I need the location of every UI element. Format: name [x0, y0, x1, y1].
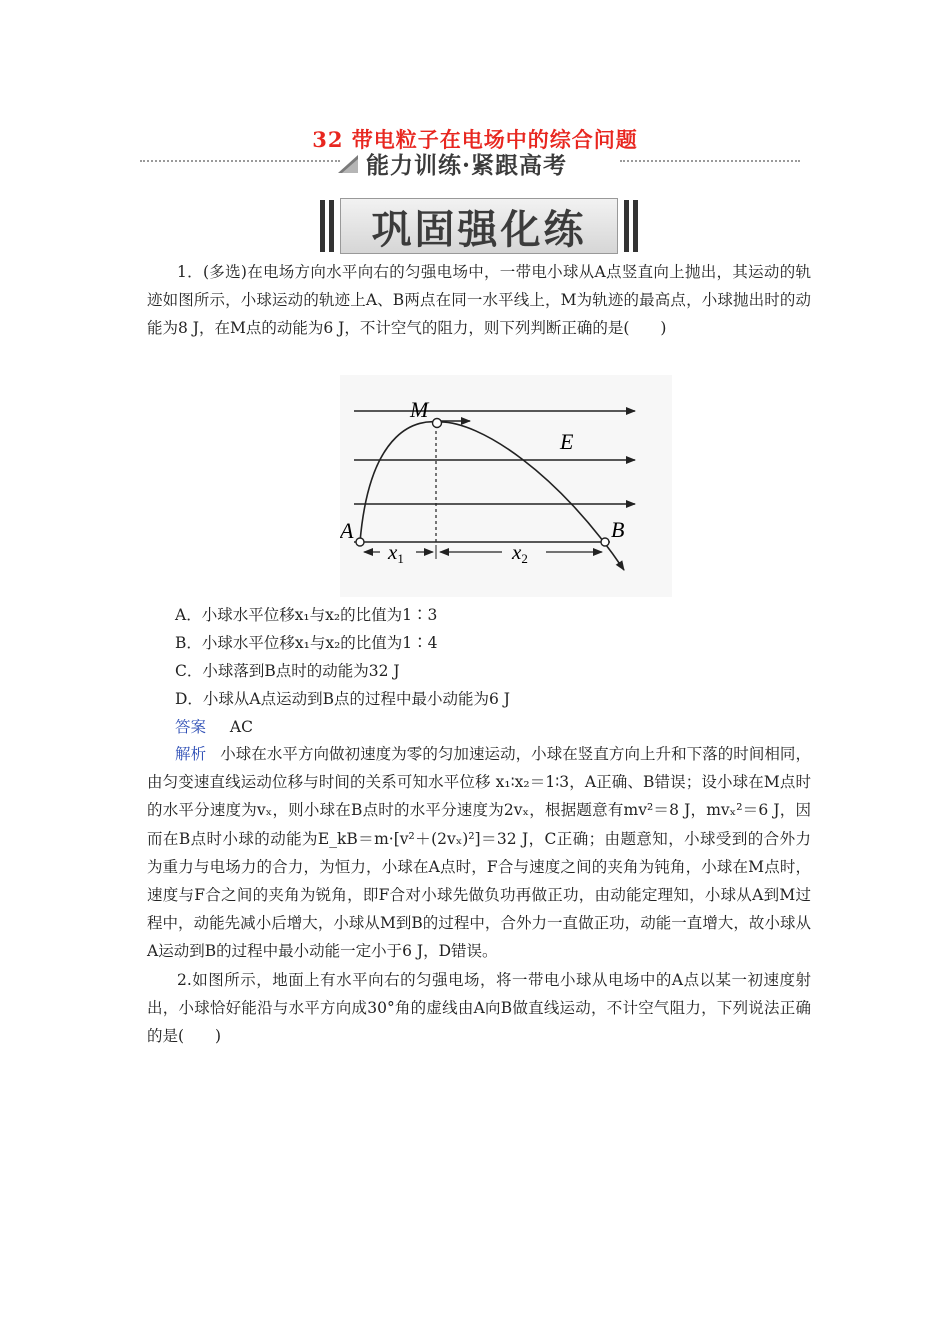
banner-bar-right-outer	[633, 200, 638, 252]
banner-bar-left-outer	[320, 200, 325, 252]
analysis-body: 小球在水平方向做初速度为零的匀加速运动，小球在竖直方向上升和下落的时间相同，由匀变速直线运动位移与时间的关系可知水平位移 x₁∶x₂＝1∶3，A正确、B错误；设小球在M点时的水平分速度为vₓ，则小球在B点时的水平分速度为2vₓ，根据题意有mv²＝8 J，mvₓ²＝6 J，因而在B点时小球的动能为E_kB＝m·[v²＋(2vₓ)²]＝32 J，C正确；由题意知，小球受到的合外力为重力与电场力的合力，为恒力，小球在A点时，F合与速度之间的夹角为钝角，小球在M点时，速度与F合之间的夹角为锐角，即F合对小球先做负功再做正功，由动能定理知，小球从A到M过程中，动能先减小后增大，小球从M到B的过程中，合外力一直做正功，动能一直增大，故小球从A运动到B的过程中最小动能一定小于6 J，D错误。	[147, 745, 811, 961]
page-title: 32 带电粒子在电场中的综合问题	[312, 127, 638, 152]
label-A: A	[340, 518, 354, 543]
subtitle-text: 能力训练·紧跟高考	[366, 151, 568, 179]
option-a: A．小球水平位移x₁与x₂的比值为1∶3	[175, 606, 438, 624]
option-d: D．小球从A点运动到B点的过程中最小动能为6 J	[175, 690, 511, 708]
label-E: E	[560, 429, 574, 454]
option-b: B．小球水平位移x₁与x₂的比值为1∶4	[175, 634, 438, 652]
label-x2: x2	[512, 540, 528, 566]
label-M: M	[410, 397, 429, 422]
label-B: B	[611, 517, 625, 542]
question-1-figure	[340, 375, 672, 597]
banner-text: 巩固强化练	[340, 198, 618, 254]
answer-line	[175, 714, 253, 740]
analysis-text	[147, 740, 811, 966]
question-2-stem: 2.如图所示，地面上有水平向右的匀强电场，将一带电小球从电场中的A点以某一初速度射出，小球恰好能沿与水平方向成30°角的虚线由A向B做直线运动，不计空气阻力，下列说法正确的是( )	[147, 971, 811, 1046]
answer-label: 答案	[175, 718, 207, 736]
stairs-icon	[336, 151, 360, 175]
analysis-label: 解析	[175, 745, 207, 763]
divider-left	[140, 160, 340, 162]
banner-bar-left-inner	[329, 200, 334, 252]
section-banner	[320, 198, 638, 254]
question-1-text	[147, 258, 811, 343]
point-A	[356, 538, 364, 546]
divider-right	[620, 160, 800, 162]
label-x1: x1	[388, 540, 404, 566]
point-M	[433, 419, 442, 428]
option-c: C．小球落到B点时的动能为32 J	[175, 662, 400, 680]
question-1-stem: 1．(多选)在电场方向水平向右的匀强电场中，一带电小球从A点竖直向上抛出，其运动的轨迹如图所示，小球运动的轨迹上A、B两点在同一水平线上，M为轨迹的最高点，小球抛出时的动能为8 J，在M点的动能为6 J，不计空气的阻力，则下列判断正确的是( )	[147, 263, 811, 338]
answer-value: AC	[229, 718, 253, 736]
banner-bar-right-inner	[624, 200, 629, 252]
section-subtitle	[336, 146, 626, 180]
question-2-text	[147, 966, 811, 1051]
point-B	[601, 538, 609, 546]
